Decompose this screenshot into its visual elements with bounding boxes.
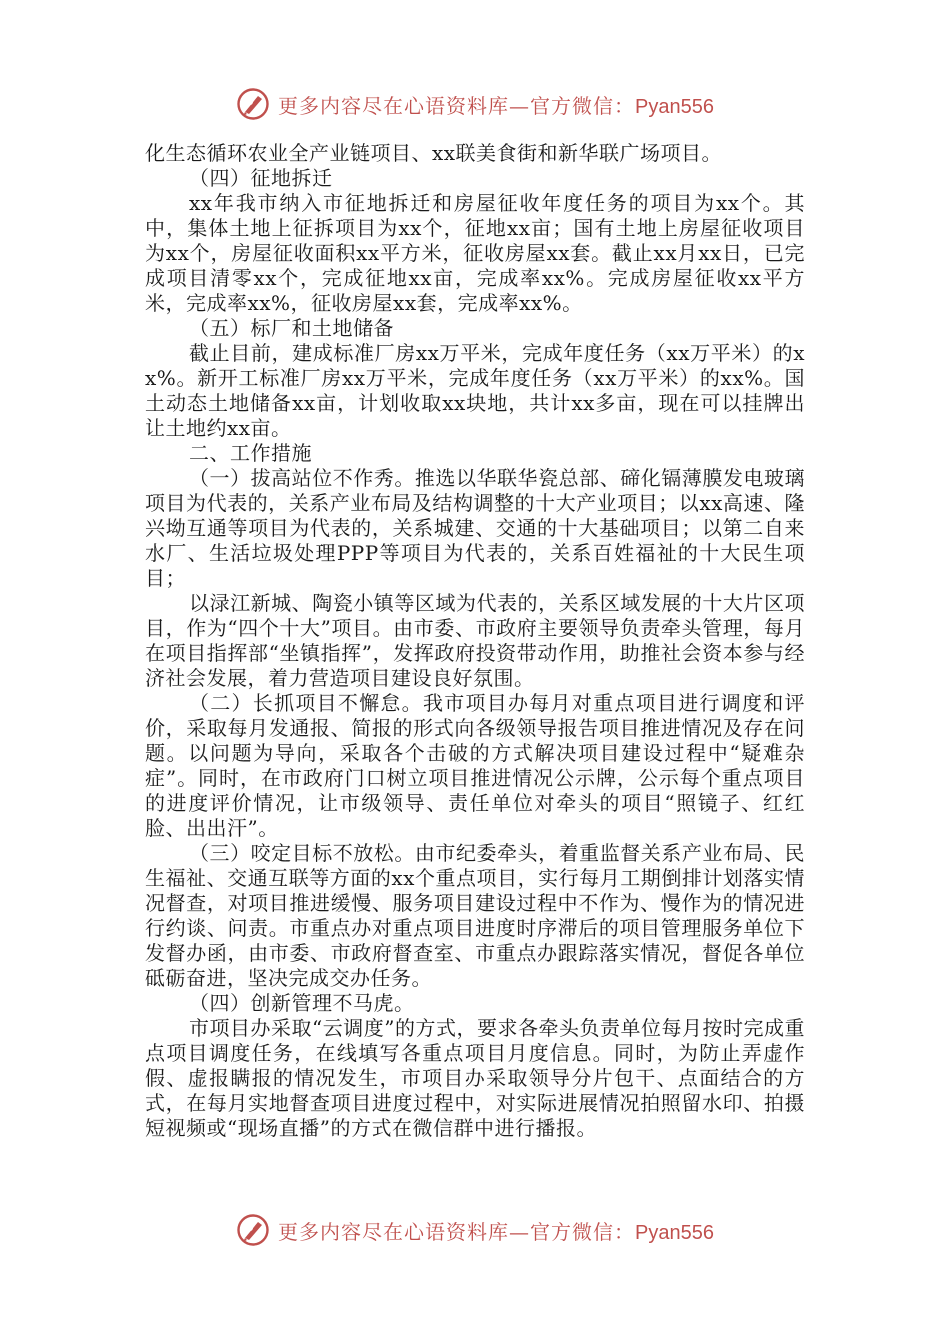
paragraph: （四）征地拆迁 [189,166,333,190]
pen-seal-logo-icon [236,87,270,121]
header-watermark-text: 更多内容尽在心语资料库—官方微信：Pyan556 [278,93,714,118]
footer-watermark-banner [0,1210,950,1250]
paragraph: （三）咬定目标不放松。由市纪委牵头，着重监督关系产业布局、民生福祉、交通互联等方面的xx个重点项目，实行每月工期倒排计划落实情况督查，对项目推进缓慢、服务项目建设过程中不作为、慢作为的情况进行约谈、问责。市重点办对重点项目进度时序滞后的项目管理服务单位下发督办函，由市委、市政府督查室、市重点办跟踪落实情况，督促各单位砥砺奋进，坚决完成交办任务。 [145,841,805,990]
header-watermark-banner [0,84,950,124]
paragraph: （五）标厂和土地储备 [189,316,394,340]
paragraph: xx年我市纳入市征地拆迁和房屋征收年度任务的项目为xx个。其中，集体土地上征拆项目为xx个，征地xx亩；国有土地上房屋征收项目为xx个，房屋征收面积xx平方米，征收房屋xx套。截止xx月xx日，已完成项目清零xx个，完成征地xx亩，完成率xx%。完成房屋征收xx平方米，完成率xx%，征收房屋xx套，完成率xx%。 [145,191,805,315]
paragraph: （二）长抓项目不懈怠。我市项目办每月对重点项目进行调度和评价，采取每月发通报、简报的形式向各级领导报告项目推进情况及存在问题。以问题为导向，采取各个击破的方式解决项目建设过程中“疑难杂症”。同时，在市政府门口树立项目推进情况公示牌，公示每个重点项目的进度评价情况，让市级领导、责任单位对牵头的项目“照镜子、红红脸、出出汗”。 [145,691,805,840]
paragraph: 二、工作措施 [189,441,312,465]
paragraph: 化生态循环农业全产业链项目、xx联美食街和新华联广场项目。 [145,141,723,165]
paragraph: （一）拔高站位不作秀。推选以华联华瓷总部、碲化镉薄膜发电玻璃项目为代表的，关系产业布局及结构调整的十大产业项目；以xx高速、隆兴坳互通等项目为代表的，关系城建、交通的十大基础项目；以第二自来水厂、生活垃圾处理PPP等项目为代表的，关系百姓福祉的十大民生项目； [145,466,805,590]
document-body [145,141,805,1141]
paragraph: 以渌江新城、陶瓷小镇等区域为代表的，关系区域发展的十大片区项目，作为“四个十大”项目。由市委、市政府主要领导负责牵头管理，每月在项目指挥部“坐镇指挥”，发挥政府投资带动作用，助推社会资本参与经济社会发展，着力营造项目建设良好氛围。 [145,591,805,690]
paragraph: 市项目办采取“云调度”的方式，要求各牵头负责单位每月按时完成重点项目调度任务，在线填写各重点项目月度信息。同时，为防止弄虚作假、虚报瞒报的情况发生，市项目办采取领导分片包干、点面结合的方式，在每月实地督查项目进度过程中，对实际进展情况拍照留水印、拍摄短视频或“现场直播”的方式在微信群中进行播报。 [145,1016,805,1140]
paragraph: （四）创新管理不马虎。 [189,991,415,1015]
paragraph: 截止目前，建成标准厂房xx万平米，完成年度任务（xx万平米）的xx%。新开工标准厂房xx万平米，完成年度任务（xx万平米）的xx%。国土动态土地储备xx亩，计划收取xx块地，共计xx多亩，现在可以挂牌出让土地约xx亩。 [145,341,805,440]
pen-seal-logo-icon [236,1213,270,1247]
footer-watermark-text: 更多内容尽在心语资料库—官方微信：Pyan556 [278,1219,714,1244]
